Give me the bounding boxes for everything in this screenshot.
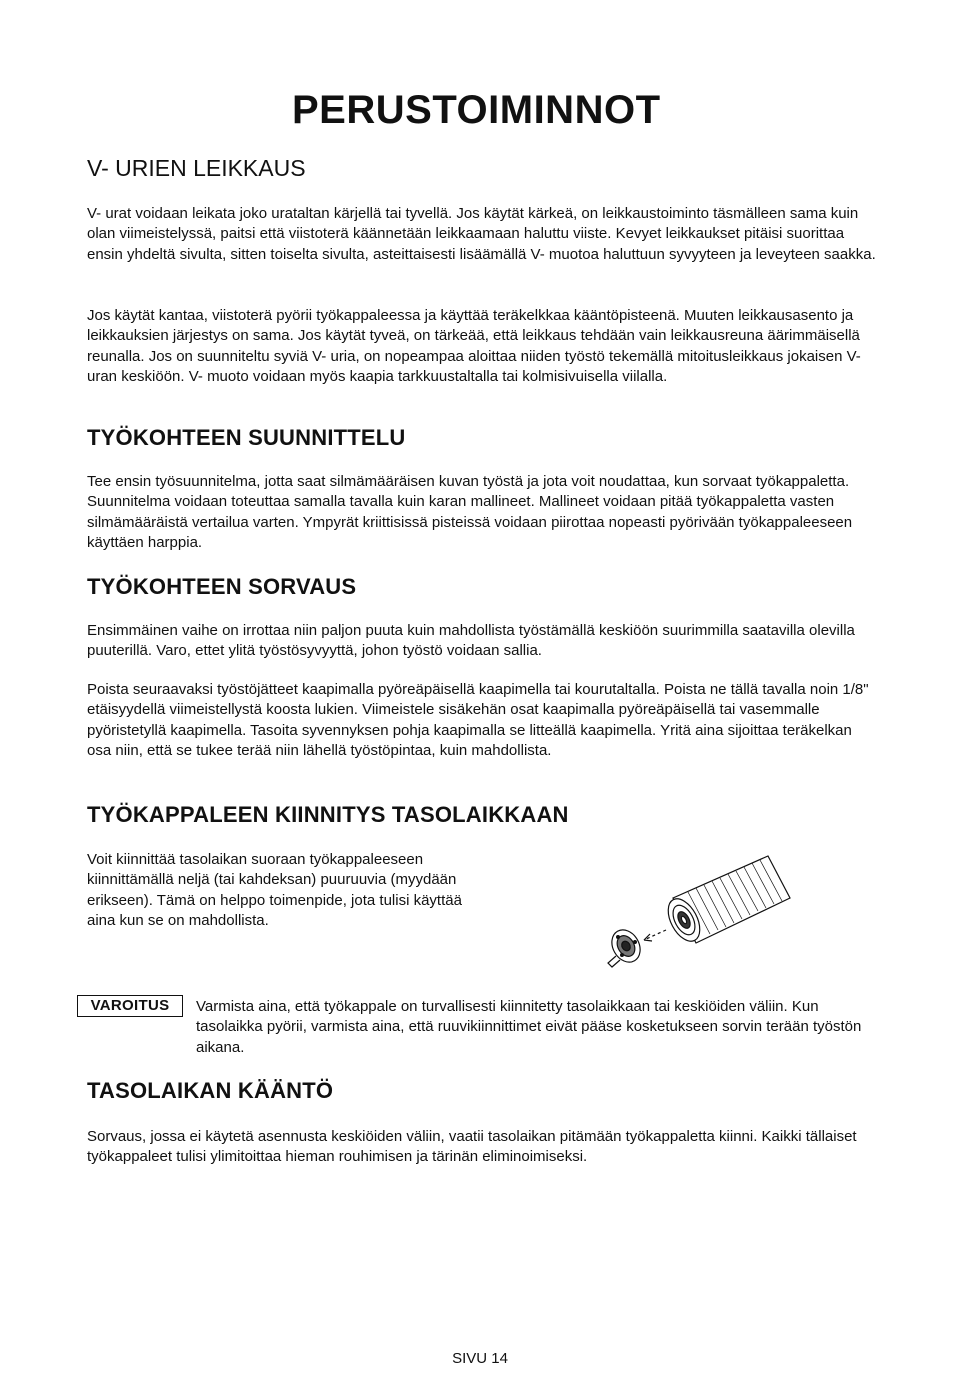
faceplate-illustration [578,848,813,983]
page-number: SIVU 14 [452,1350,508,1367]
paragraph-suunnittelu: Tee ensin työsuunnitelma, jotta saat silmämääräisen kuvan työstä ja jota voit noudattaa, kun sorvaat työkappaletta. Suunnitelma voidaan toteuttaa samalla tavalla kuin karan mallineet. Mallineet voidaan pitää työkappaletta vasten silmämääräistä vertailua varten. Ympyrät kriittisissä pisteissä voidaan piirottaa nopeasti pyörivään työkappaleeseen käyttäen harppia. [87,473,853,552]
paragraph-kiinnitys: Voit kiinnittää tasolaikan suoraan työkappaleeseen kiinnittämällä neljä (tai kahdeksan) puuruuvia (myydään erikseen). Tämä on helppo toimenpide, jota tulisi käyttää aina kun se on mahdollista. [87,851,462,930]
paragraph-sorvaus-1: Ensimmäinen vaihe on irrottaa niin paljon puuta kuin mahdollista työstämällä keskiöön suurimmilla saatavilla olevilla puuterillä. Varo, ettet ylitä työstösyvyyttä, johon työstö voidaan sallia. [87,622,855,660]
heading-suunnittelu: TYÖKOHTEEN SUUNNITTELU [87,425,406,450]
heading-v-urien: V- URIEN LEIKKAUS [87,155,306,181]
heading-sorvaus: TYÖKOHTEEN SORVAUS [87,574,357,599]
heading-kiinnitys: TYÖKAPPALEEN KIINNITYS TASOLAIKKAAN [87,802,569,827]
paragraph-kaanto: Sorvaus, jossa ei käytetä asennusta keskiöiden väliin, vaatii tasolaikan pitämään työkappaletta kiinni. Kaikki tällaiset työkappaleet tulisi ylimitoittaa hieman rouhimisen ja tärinän eliminoimiseksi. [87,1128,857,1166]
page-title: PERUSTOIMINNOT [292,88,661,132]
warning-label: VAROITUS [77,995,183,1017]
warning-text: Varmista aina, että työkappale on turvallisesti kiinnitetty tasolaikkaan tai keskiöiden väliin. Kun tasolaikka pyörii, varmista aina, että ruuvikiinnittimet eivät pääse kosketukseen sorvin terään työstön aikana. [196,998,862,1056]
paragraph-v-urien-1: V- urat voidaan leikata joko urataltan kärjellä tai tyvellä. Jos käytät kärkeä, on leikkaustoiminto täsmälleen sama kuin olan viimeistelyssä, paitsi että viistoterä käännetään leikkaamaan haluttu viiste. Kevyet leikkaukset pitäisi suorittaa ensin yhdeltä sivulta, sitten toiselta sivulta, asteittaisesti lisäämällä V- muotoa haluttuun syvyyteen ja leveyteen saakka. [87,205,876,263]
paragraph-v-urien-2: Jos käytät kantaa, viistoterä pyörii työkappaleessa ja käyttää teräkelkkaa kääntöpisteenä. Muuten leikkausasento ja leikkauksien järjestys on sama. Jos käytät tyveä, on tärkeää, että leikkaus tehdään vain leikkausreuna äärimmäisellä reunalla. Jos on suunniteltu syviä V- uria, on nopeampaa aloittaa niiden työstö tekemällä mitoitusleikkaus jokaisen V- uran keskiöön. V- muoto voidaan myös kaapia tarkkuustaltalla tai kolmisivuisella viilalla. [87,307,861,386]
paragraph-sorvaus-2: Poista seuraavaksi työstöjätteet kaapimalla pyöreäpäisellä kaapimella tai kourutaltalla. Poista ne tällä tavalla noin 1/8" etäisyydellä viimeistellystä koosta lukien. Viimeistele sisäkehän osat kaapimalla pyöreäpäisellä tai vasemmalle pyöristetyllä kaapimella. Tasoita syvennyksen pohja kaapimalla se litteällä kaapimella. Yritä aina sijoittaa teräkelkan osa niin, että se tukee terää niin lähellä työstöpintaa, kuin mahdollista. [87,681,869,760]
heading-kaanto: TASOLAIKAN KÄÄNTÖ [87,1078,334,1103]
